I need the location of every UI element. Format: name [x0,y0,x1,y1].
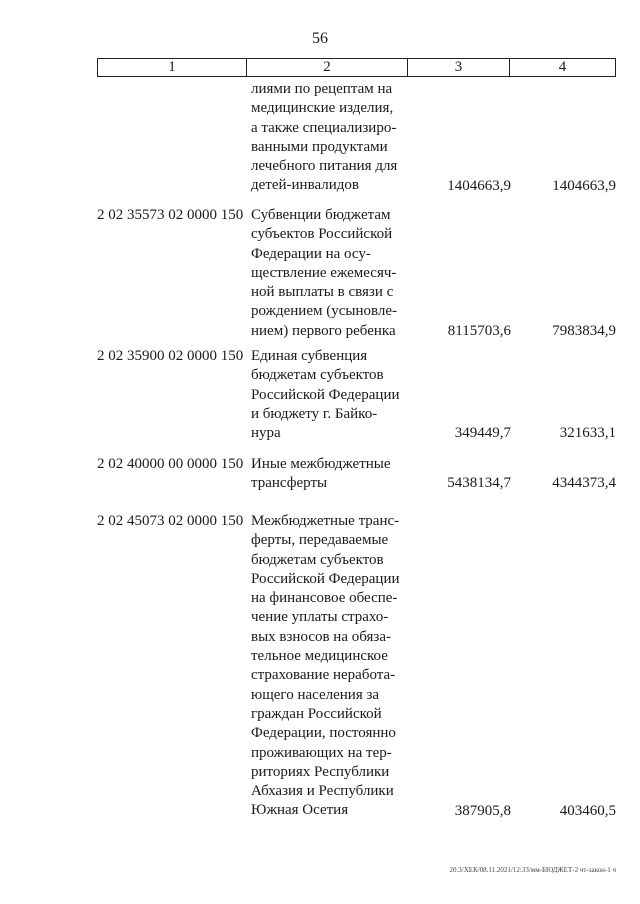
description-line: на финансовое обеспе- [251,590,398,607]
description-line: ванными продуктами [251,138,388,155]
value-column-4: 321633,1 [559,425,616,442]
column-header-1: 1 [98,59,247,76]
row-description [251,80,404,196]
page-number: 56 [312,30,328,47]
row-description [251,206,404,341]
description-line: Российской Федерации [251,386,400,403]
description-line: Российской Федерации [251,570,400,587]
value-column-3: 1404663,9 [447,177,511,194]
budget-code: 2 02 45073 02 0000 150 [97,513,244,529]
description-line: трансферты [251,475,328,492]
budget-code: 2 02 35573 02 0000 150 [97,207,244,223]
description-line: тельное медицинское [251,648,388,665]
description-line: Межбюджетные транс- [251,513,400,529]
column-header-4: 4 [558,59,567,75]
value-column-4: 403460,5 [559,802,616,819]
description-line: нура [251,425,281,442]
row-description [251,347,404,443]
description-line: лечебного питания для [251,158,398,175]
value-column-3: 387905,8 [454,802,511,819]
description-line: медицинские изделия, [251,100,394,117]
value-column-4: 7983834,9 [552,322,616,339]
value-column-3: 5438134,7 [447,475,511,492]
row-description [251,455,404,494]
table-header-row [97,58,616,77]
column-header-3: 3 [408,59,510,76]
description-line: вых взносов на обяза- [251,628,391,645]
description-line: проживающих на тер- [251,744,392,761]
description-line: Южная Осетия [251,802,349,819]
description-line: Федерации, постоянно [251,725,396,742]
description-line: ществление ежемесяч- [251,264,397,281]
description-line: Субвенции бюджетам [251,207,391,223]
budget-code: 2 02 35900 02 0000 150 [97,348,244,364]
description-line: а также специализиро- [251,119,397,136]
description-line: ющего населения за [251,686,380,703]
description-line: страхование неработа- [251,667,396,684]
column-header-2: 2 [247,59,408,76]
description-line: риториях Республики [251,763,390,780]
description-line: граждан Российской [251,705,382,722]
description-line: лиями по рецептам на [251,81,393,97]
description-line: Федерации на осу- [251,245,371,262]
document-footer-stamp: 20.3/ХЕК/08.11.2021/12:33/мм-БЮДЖЕТ-2 чт-закон-1 ч [449,866,616,874]
description-line: чение уплаты страхо- [251,609,389,626]
description-line: детей-инвалидов [251,177,359,194]
description-line: Иные межбюджетные [251,456,391,472]
value-column-3: 349449,7 [454,425,511,442]
value-column-4: 1404663,9 [552,177,616,194]
description-line: Единая субвенция [251,348,368,364]
budget-code: 2 02 40000 00 0000 150 [97,456,244,472]
description-line: субъектов Российской [251,226,393,243]
value-column-4: 4344373,4 [552,475,616,492]
description-line: рождением (усыновле- [251,303,398,320]
description-line: ной выплаты в связи с [251,284,394,301]
value-column-3: 8115703,6 [447,322,511,339]
description-line: и бюджету г. Байко- [251,405,378,422]
row-description [251,512,404,821]
description-line: Абхазия и Республики [251,783,394,800]
description-line: бюджетам субъектов [251,551,384,568]
description-line: ферты, передаваемые [251,532,389,549]
description-line: бюджетам субъектов [251,367,384,384]
description-line: нием) первого ребенка [251,322,396,339]
